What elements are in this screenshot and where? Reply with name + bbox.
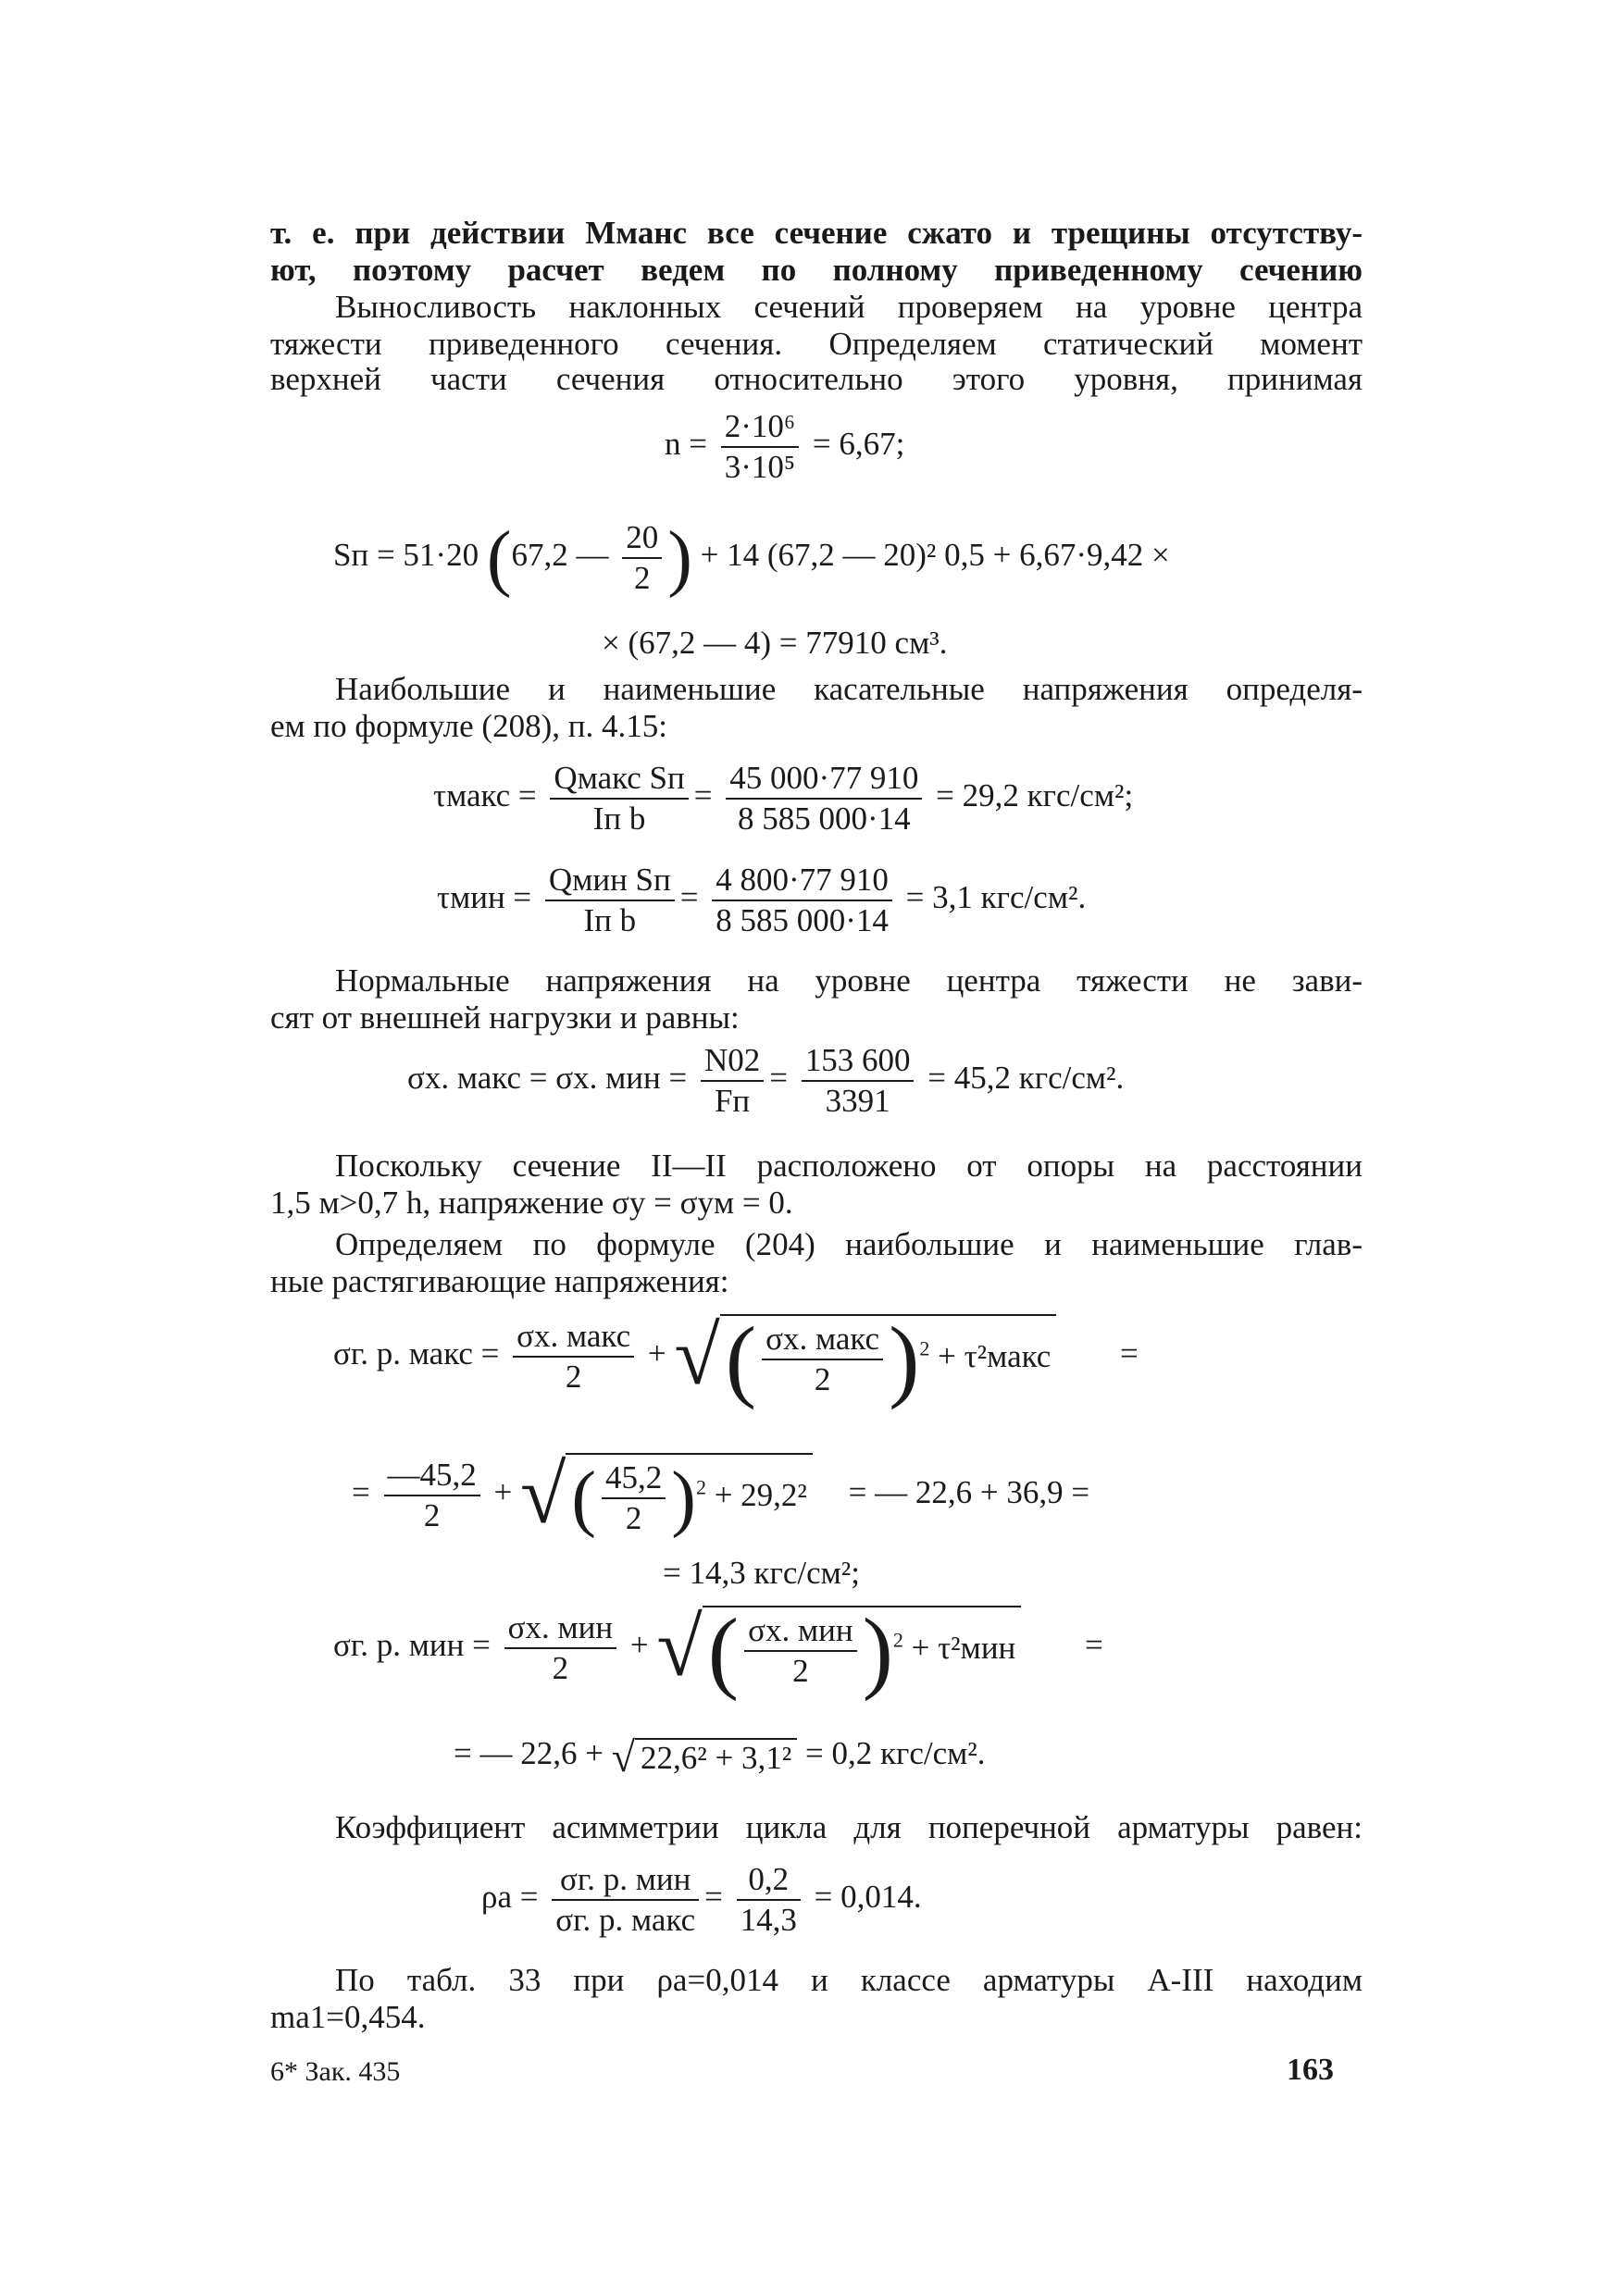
paragraph-line: Выносливость наклонных сечений проверяем на уровне центра [335,289,1363,325]
eq-lhs: n = [665,426,707,463]
numerator: σx. макс [762,1320,883,1360]
equation-principal-min-line2 [454,1732,986,1781]
numerator: σx. мин [504,1608,616,1649]
radicand: ( $\frac{45,2}{2}$ )$^2$ + 29,2² [566,1453,813,1538]
eq-term: 67,2 — [511,537,609,574]
fraction [622,518,662,598]
square-root [520,1449,813,1541]
equation-static-moment [333,518,1170,598]
fraction [545,861,675,940]
plus-sign: + [493,1474,513,1511]
eq-term: + τ²мин [911,1630,1016,1667]
numerator: σг. р. мин [552,1860,699,1901]
fraction [726,759,922,838]
fraction [384,1456,480,1535]
fraction [737,1860,801,1940]
radicand: 22,6² + 3,1² [635,1738,797,1777]
fraction [762,1320,883,1399]
equals-sign: = [1085,1627,1103,1664]
left-paren: ( [707,1599,740,1702]
eq-rhs: = — 22,6 + 36,9 = [848,1474,1090,1511]
paragraph-line: Поскольку сечение II—II расположено от опоры на расстоянии [335,1148,1363,1184]
eq-lhs: σг. р. макс = [333,1335,500,1372]
paragraph-line: ют, поэтому расчет ведем по полному приведенному сечению [270,252,1363,288]
eq-lhs: τмакс = [433,777,537,814]
equation-tau-max: τмакс = Qмакс Sп Iп b = $\frac{45 000\cdot 77 910}{8 585 000\cdot 14}$ = 29,2 кгс/см²; [433,760,1134,837]
right-paren: ) [889,1308,920,1410]
right-paren: ) [671,1458,696,1539]
paragraph-line: Наибольшие и наименьшие касательные напряжения определя- [335,671,1363,707]
numerator: N02 [701,1041,764,1082]
paragraph-line: Коэффициент асимметрии цикла для поперечной арматуры равен: [335,1809,1363,1845]
numerator: 2·10⁶ [721,407,799,448]
eq-rhs: = 3,1 кгс/см². [905,879,1087,916]
eq-lhs: τмин = [437,879,532,916]
eq-term: = — 22,6 + [454,1735,604,1771]
fraction [552,1860,699,1940]
eq-term: + 29,2² [714,1477,807,1514]
radical-sign: √ [674,1310,720,1402]
fraction [513,1317,634,1396]
eq-lhs: σx. макс = σx. мин = [407,1060,688,1097]
right-paren: ) [667,517,692,599]
fraction [802,1041,915,1121]
eq-rhs: = 29,2 кгс/см²; [936,777,1134,814]
denominator: 14,3 [740,1902,797,1938]
plus-sign: + [647,1335,666,1372]
paragraph-line: верхней части сечения относительно этого уровня, принимая [270,361,1363,397]
equation-sigma-x: σx. макс = σx. мин = N02 Fп = $\frac{153 600}{3391}$ = 45,2 кгс/см². [407,1042,1125,1119]
paragraph-line: ma1=0,454. [270,1999,426,2035]
paragraph-line: Определяем по формуле (204) наибольшие и наименьшие глав- [335,1226,1363,1262]
fraction [744,1611,856,1691]
equation-principal-min [333,1599,1103,1702]
numerator: 4 800·77 910 [712,861,892,901]
denominator: 2 [792,1653,809,1689]
denominator: 8 585 000·14 [716,902,889,938]
eq-lhs: Sп = 51·20 [333,537,479,574]
footer-signature: 6* Зак. 435 [270,2056,401,2087]
numerator: σx. мин [744,1611,856,1652]
left-paren: ( [571,1458,597,1539]
paragraph-line: ные растягивающие напряжения: [270,1263,729,1299]
numerator: 153 600 [802,1041,915,1082]
denominator: σг. р. макс [555,1902,696,1938]
fraction [701,1041,764,1121]
page-number: 163 [1287,2053,1334,2087]
square-root [611,1732,797,1781]
numerator: 45,2 [602,1458,666,1499]
equation-principal-max-line3: = 14,3 кгс/см²; [663,1555,861,1591]
eq-term: + τ²макс [938,1338,1052,1375]
denominator: 2 [565,1359,582,1395]
denominator: Iп b [583,902,637,938]
paragraph-line: ем по формуле (208), п. 4.15: [270,708,667,744]
square-root [674,1308,1056,1410]
equation-tau-min: τмин = Qмин Sп Iп b = $\frac{4 800\cdot 77 910}{8 585 000\cdot 14}$ = 3,1 кгс/см². [437,862,1087,938]
equation-n [665,407,904,487]
paragraph-line: тяжести приведенного сечения. Определяем статический момент [270,326,1363,362]
paragraph-line: 1,5 м>0,7 h, напряжение σy = σyм = 0. [270,1185,793,1221]
eq-term: + 14 (67,2 — 20)² 0,5 + 6,67·9,42 × [700,537,1170,574]
eq-lhs: σг. р. мин = [333,1627,491,1664]
numerator: Qмин Sп [545,861,675,901]
denominator: 2 [814,1361,831,1397]
eq-rhs: = 6,67; [812,426,905,463]
radicand: ( σx. макс 2 )$^2$ + τ²макс [720,1314,1057,1399]
left-paren: ( [725,1308,757,1410]
numerator: Qмакс Sп [550,759,688,800]
denominator: 2 [552,1650,569,1686]
fraction [712,861,892,940]
radicand: ( σx. мин 2 )$^2$ + τ²мин [703,1606,1022,1691]
equation-asymmetry: ρa = σг. р. мин σг. р. макс = $\frac{0,2}{14,3}$ = 0,014. [481,1861,922,1938]
denominator: Iп b [592,800,646,837]
denominator: 2 [625,1500,642,1536]
denominator: 2 [423,1497,441,1533]
numerator: 20 [622,518,662,559]
numerator: σx. макс [513,1317,634,1358]
numerator: —45,2 [384,1456,480,1496]
eq-lhs: ρa = [481,1879,539,1916]
equation-static-moment-line2: × (67,2 — 4) = 77910 см³. [602,625,948,661]
paragraph-line: Нормальные напряжения на уровне центра тяжести не зави- [335,962,1363,999]
plus-sign: + [629,1627,649,1664]
denominator: 2 [633,560,651,596]
equals-sign: = [1120,1335,1139,1372]
numerator: 0,2 [737,1860,801,1901]
fraction [550,759,688,838]
denominator: Fп [714,1083,751,1119]
paragraph-line: По табл. 33 при ρa=0,014 и классе арматуры А-III находим [335,1962,1363,1998]
radical-sign: √ [656,1602,703,1694]
fraction [721,407,799,487]
equals-sign: = [352,1474,370,1511]
numerator: 45 000·77 910 [726,759,922,800]
denominator: 3391 [825,1083,890,1119]
eq-rhs: = 45,2 кгс/см². [927,1060,1125,1097]
paragraph-line: т. е. при действии Мманс все сечение сжато и трещины отсутству- [270,215,1363,251]
fraction [504,1608,616,1688]
denominator: 8 585 000·14 [738,800,911,837]
radical-sign: √ [520,1449,566,1541]
left-paren: ( [486,517,512,599]
radical-sign: √ [611,1732,635,1781]
eq-rhs: = 0,2 кгс/см². [804,1735,986,1771]
equation-principal-max [333,1308,1139,1410]
right-paren: ) [862,1599,893,1702]
denominator: 3·10⁵ [724,449,796,485]
square-root [656,1599,1021,1702]
paragraph-line: сят от внешней нагрузки и равны: [270,999,740,1036]
fraction [602,1458,666,1538]
eq-rhs: = 0,014. [814,1879,922,1916]
equation-principal-max-line2 [352,1449,1090,1541]
